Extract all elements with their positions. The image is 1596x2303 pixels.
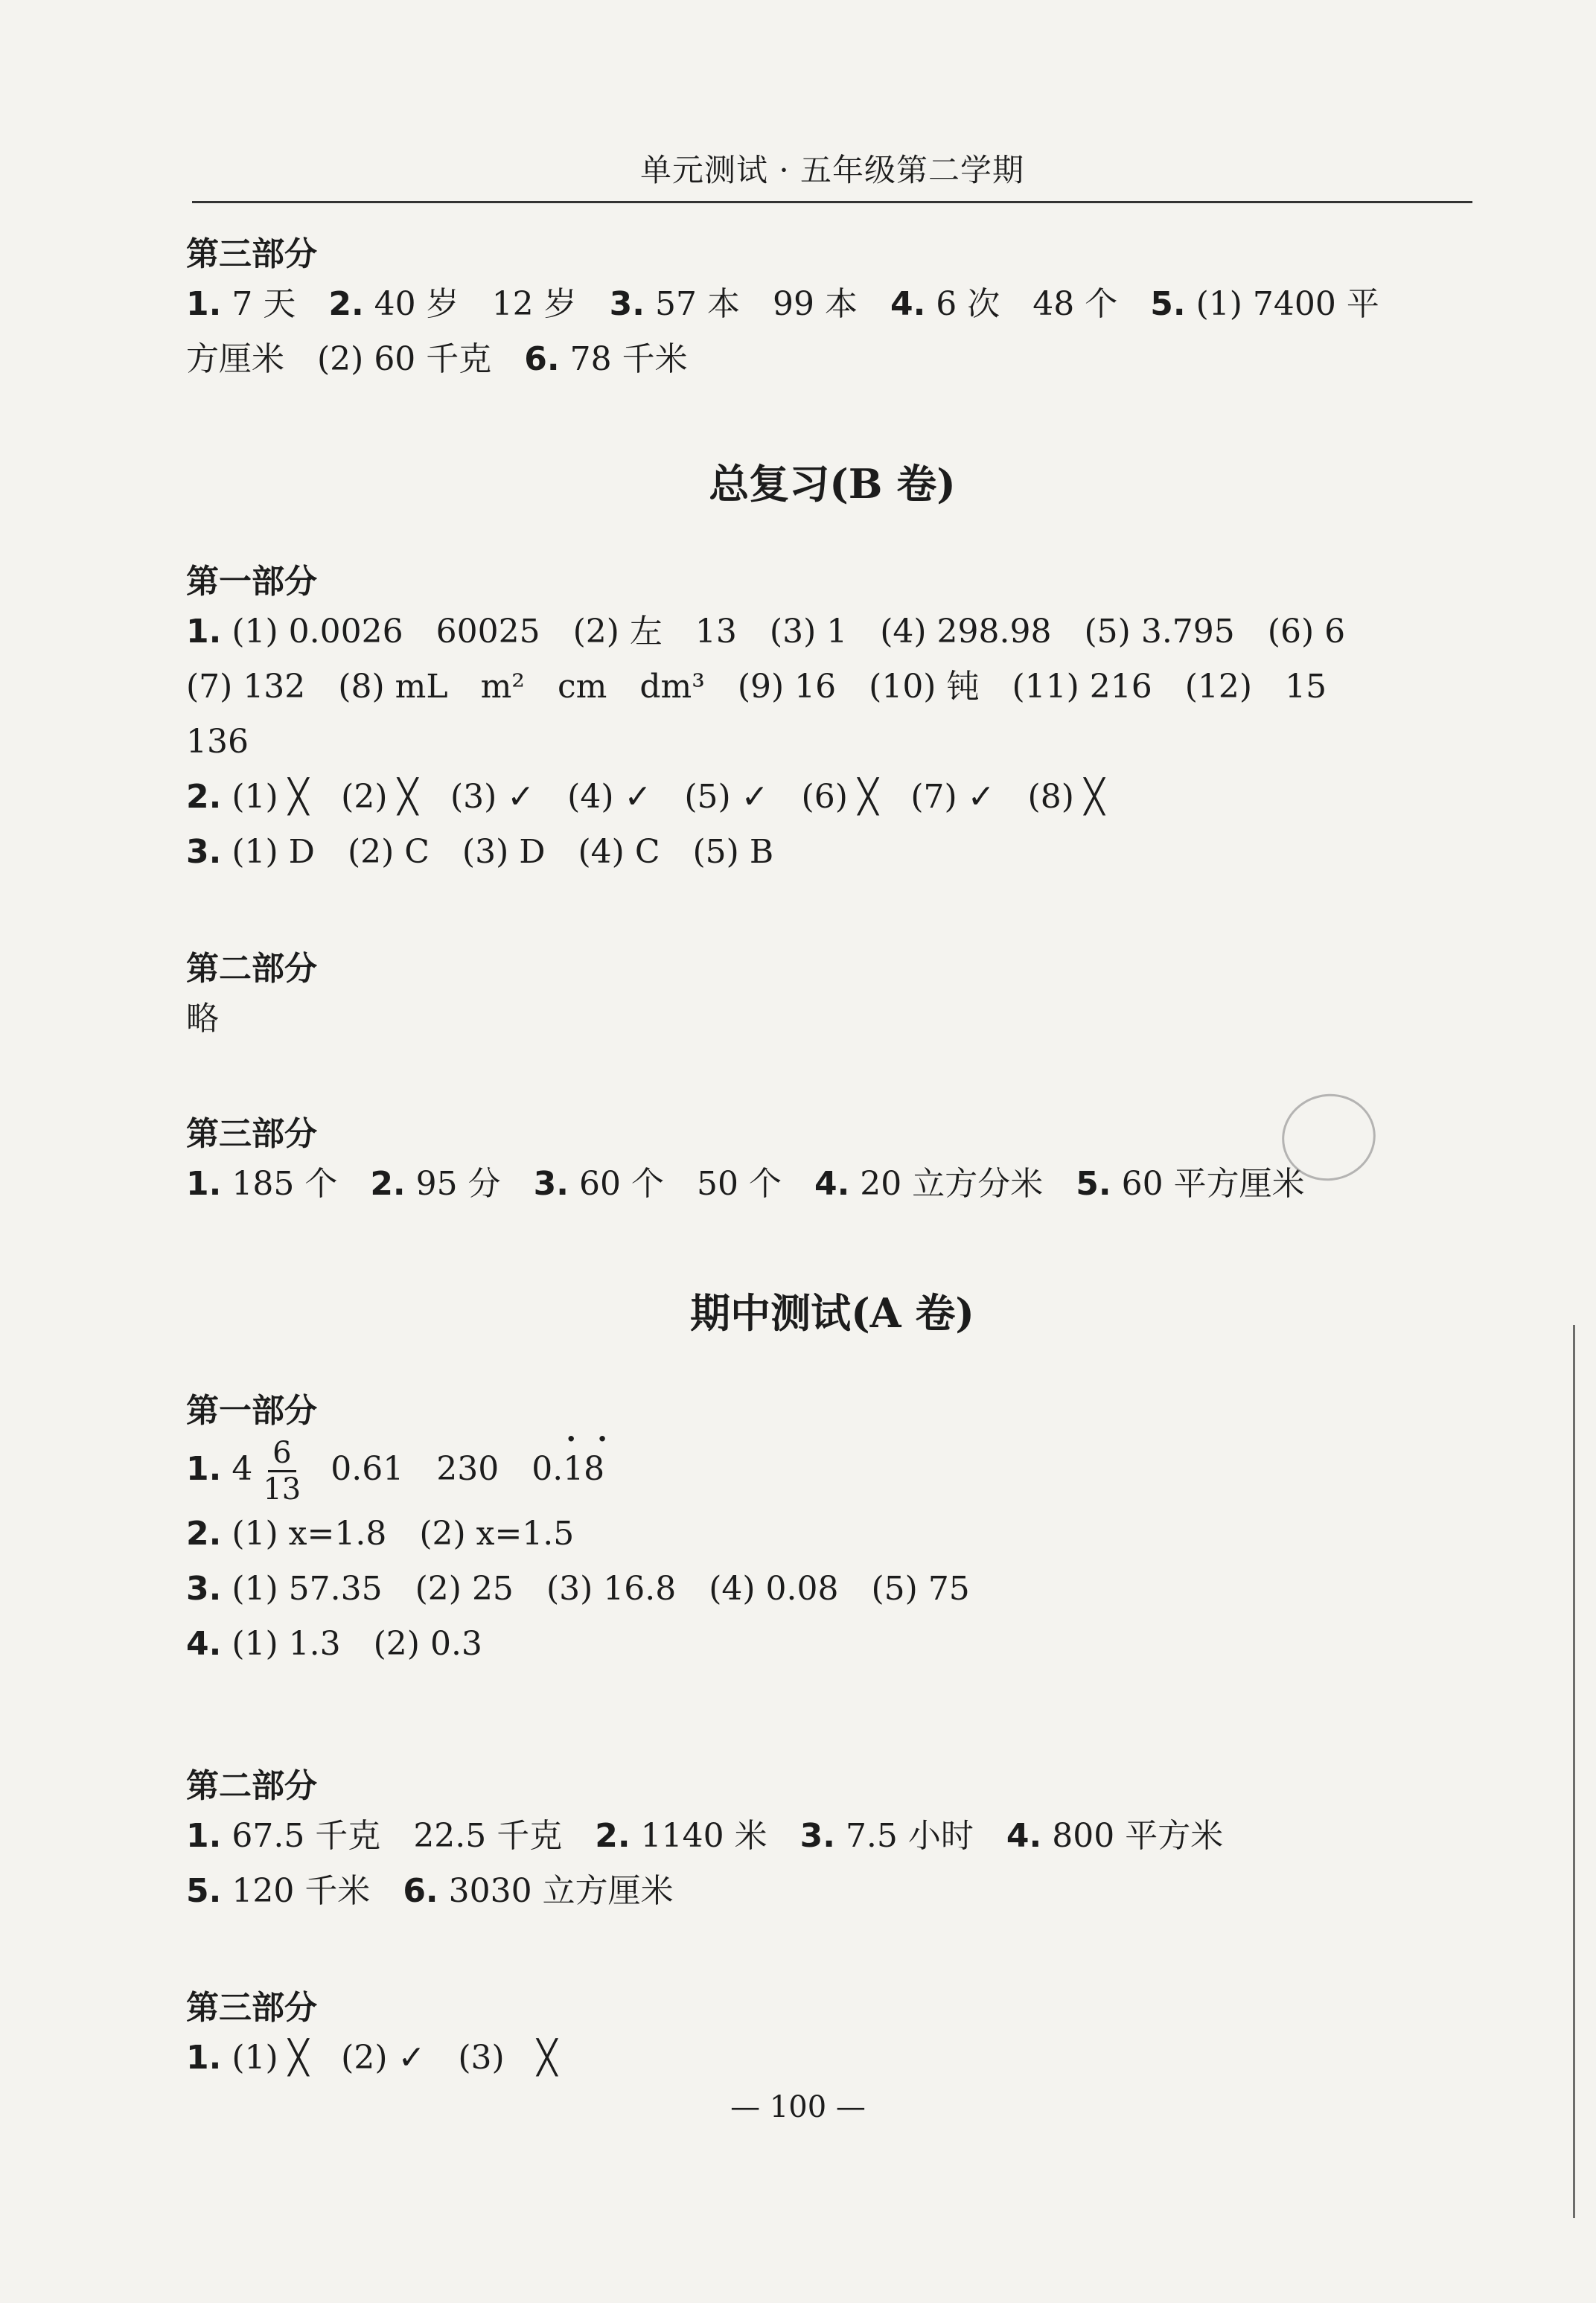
- section-m-part1: [186, 1389, 1481, 1672]
- answer: 95 分: [415, 1165, 501, 1203]
- q-number: 1.: [186, 285, 222, 323]
- q-number: 4.: [186, 1625, 222, 1663]
- answer: 1140 米: [640, 1817, 767, 1855]
- answer: (12): [1184, 668, 1253, 706]
- q-number: 2.: [370, 1165, 406, 1203]
- answer: (2) 60 千克: [317, 340, 492, 378]
- answer-line: [186, 715, 1481, 770]
- fraction-denominator: 13: [263, 1472, 301, 1507]
- section-prev-part3: [186, 232, 1481, 387]
- section-heading: 第三部分: [186, 1115, 317, 1153]
- q-number: 5.: [1150, 285, 1186, 323]
- answer: 230: [436, 1450, 499, 1488]
- q-number: 6.: [403, 1872, 438, 1910]
- chapter-title-b: 总复习(B 卷): [709, 460, 956, 508]
- repeating-decimal: · · 18: [563, 1434, 604, 1505]
- answer: (3) D: [462, 833, 546, 871]
- answer: (4) ✓: [567, 778, 652, 816]
- section-b-part1: [186, 560, 1481, 880]
- q-number: 1.: [186, 1817, 222, 1855]
- q-number: 4.: [1006, 1817, 1042, 1855]
- answer-line: [186, 1157, 1481, 1212]
- section-heading: 第二部分: [186, 1767, 317, 1805]
- answer: (2) x=1.5: [419, 1515, 575, 1553]
- answer-line: [186, 1864, 1481, 1919]
- answer: ╳: [537, 2039, 558, 2077]
- answer: (5) 75: [871, 1570, 970, 1608]
- answer: (2) 25: [415, 1570, 514, 1608]
- answer: 67.5 千克: [232, 1817, 381, 1855]
- answer: 12 岁: [491, 285, 577, 323]
- answer-line: [186, 604, 1481, 659]
- fraction: [263, 1436, 301, 1507]
- section-m-part3: [186, 1986, 1481, 2086]
- q-number: 6.: [524, 340, 560, 378]
- answer-line: [186, 1809, 1481, 1864]
- answer: cm: [557, 668, 607, 706]
- answer-line: [186, 1434, 1481, 1507]
- answer: (3) 16.8: [546, 1570, 677, 1608]
- answer: (1) 57.35: [232, 1570, 383, 1608]
- answer: 7.5 小时: [845, 1817, 974, 1855]
- q-number: 5.: [186, 1872, 222, 1910]
- page-edge-shadow: [1573, 1325, 1575, 2218]
- q-number: 5.: [1076, 1165, 1111, 1203]
- answer: (3) ✓: [450, 778, 535, 816]
- answer: (5) B: [692, 833, 774, 871]
- answer: 78 千米: [569, 340, 688, 378]
- q-number: 1.: [186, 613, 222, 651]
- answer: (6) 6: [1267, 613, 1346, 651]
- answer: 48 个: [1032, 285, 1118, 323]
- answer: (6) ╳: [801, 778, 878, 816]
- answer: 3030 立方厘米: [448, 1872, 674, 1910]
- answer: 0.: [532, 1450, 564, 1488]
- answer: (4) 298.98: [880, 613, 1052, 651]
- answer: (4) 0.08: [709, 1570, 839, 1608]
- answer: (2) 左: [572, 613, 663, 651]
- answer: (11) 216: [1012, 668, 1152, 706]
- answer: dm³: [639, 668, 705, 706]
- answer: 57 本: [654, 285, 740, 323]
- answer: (4) C: [578, 833, 660, 871]
- answer: (2) ╳: [341, 778, 418, 816]
- answer: (2) C: [347, 833, 430, 871]
- answer: (3) 1: [769, 613, 848, 651]
- answer: 185 个: [232, 1165, 338, 1203]
- answer: (1) D: [232, 833, 315, 871]
- answer: (5) ✓: [684, 778, 769, 816]
- answer: (8) mL: [338, 668, 448, 706]
- q-number: 2.: [328, 285, 364, 323]
- answer: 800 平方米: [1052, 1817, 1224, 1855]
- q-number: 1.: [186, 2039, 222, 2077]
- answer: 136: [186, 723, 249, 761]
- header-rule: [192, 201, 1472, 203]
- section-m-part2: [186, 1764, 1481, 1919]
- answer-line: [186, 825, 1481, 880]
- answer: 方厘米: [186, 340, 284, 378]
- answer: 120 千米: [232, 1872, 371, 1910]
- q-number: 2.: [186, 778, 222, 816]
- answer: 15: [1285, 668, 1327, 706]
- answer: 7 天: [232, 285, 296, 323]
- answer: 6 次: [936, 285, 1000, 323]
- answer-line: [186, 1562, 1481, 1617]
- q-number: 3.: [186, 833, 222, 871]
- answer: 13: [695, 613, 737, 651]
- q-number: 3.: [533, 1165, 569, 1203]
- section-heading: 第三部分: [186, 235, 317, 273]
- answer: 60025: [435, 613, 540, 651]
- q-number: 3.: [186, 1570, 222, 1608]
- answer: (1) 7400 平: [1196, 285, 1379, 323]
- answer: 22.5 千克: [413, 1817, 563, 1855]
- answer: (8) ╳: [1027, 778, 1105, 816]
- q-number: 1.: [186, 1450, 222, 1488]
- fraction-numerator: 6: [268, 1436, 296, 1472]
- q-number: 4.: [890, 285, 926, 323]
- section-b-part2: [186, 947, 1481, 1047]
- q-number: 1.: [186, 1165, 222, 1203]
- answer: 0.61: [331, 1450, 404, 1488]
- section-heading: 第一部分: [186, 1392, 317, 1430]
- answer: (7) 132: [186, 668, 306, 706]
- q-number: 4.: [814, 1165, 850, 1203]
- answer-line: [186, 277, 1481, 332]
- answer: 60 个: [578, 1165, 664, 1203]
- answer: (5) 3.795: [1084, 613, 1235, 651]
- chapter-title-midterm: 期中测试(A 卷): [690, 1289, 974, 1337]
- answer: (1) 0.0026: [232, 613, 403, 651]
- answer: 20 立方分米: [860, 1165, 1044, 1203]
- answer-line: 略: [186, 1000, 219, 1038]
- answer: (1) 1.3: [232, 1625, 341, 1663]
- answer-line: [186, 1617, 1481, 1672]
- section-heading: 第一部分: [186, 563, 317, 601]
- answer: (1) x=1.8: [232, 1515, 387, 1553]
- answer: 4: [232, 1450, 253, 1488]
- answer: m²: [480, 668, 525, 706]
- answer-line: [186, 659, 1481, 715]
- section-heading: 第三部分: [186, 1989, 317, 2027]
- running-header: 单元测试 · 五年级第二学期: [639, 152, 1025, 188]
- answer: (9) 16: [737, 668, 837, 706]
- q-number: 3.: [609, 285, 645, 323]
- q-number: 2.: [595, 1817, 631, 1855]
- section-heading: 第二部分: [186, 950, 317, 988]
- answer-line: [186, 2031, 1481, 2086]
- q-number: 3.: [799, 1817, 835, 1855]
- answer: 60 平方厘米: [1121, 1165, 1305, 1203]
- answer: (7) ✓: [910, 778, 995, 816]
- answer: 40 岁: [374, 285, 459, 323]
- answer: (3): [458, 2039, 505, 2077]
- answer-line: [186, 332, 1481, 387]
- answer: (2) ✓: [341, 2039, 426, 2077]
- page-number: — 100 —: [730, 2090, 866, 2124]
- answer: (10) 钝: [869, 668, 980, 706]
- q-number: 2.: [186, 1515, 222, 1553]
- answer: (2) 0.3: [373, 1625, 482, 1663]
- answer-line: [186, 770, 1481, 825]
- answer: (1) ╳: [232, 778, 309, 816]
- answer-line: [186, 1507, 1481, 1562]
- answer: 99 本: [772, 285, 858, 323]
- answer: 50 个: [696, 1165, 782, 1203]
- answer: (1) ╳: [232, 2039, 309, 2077]
